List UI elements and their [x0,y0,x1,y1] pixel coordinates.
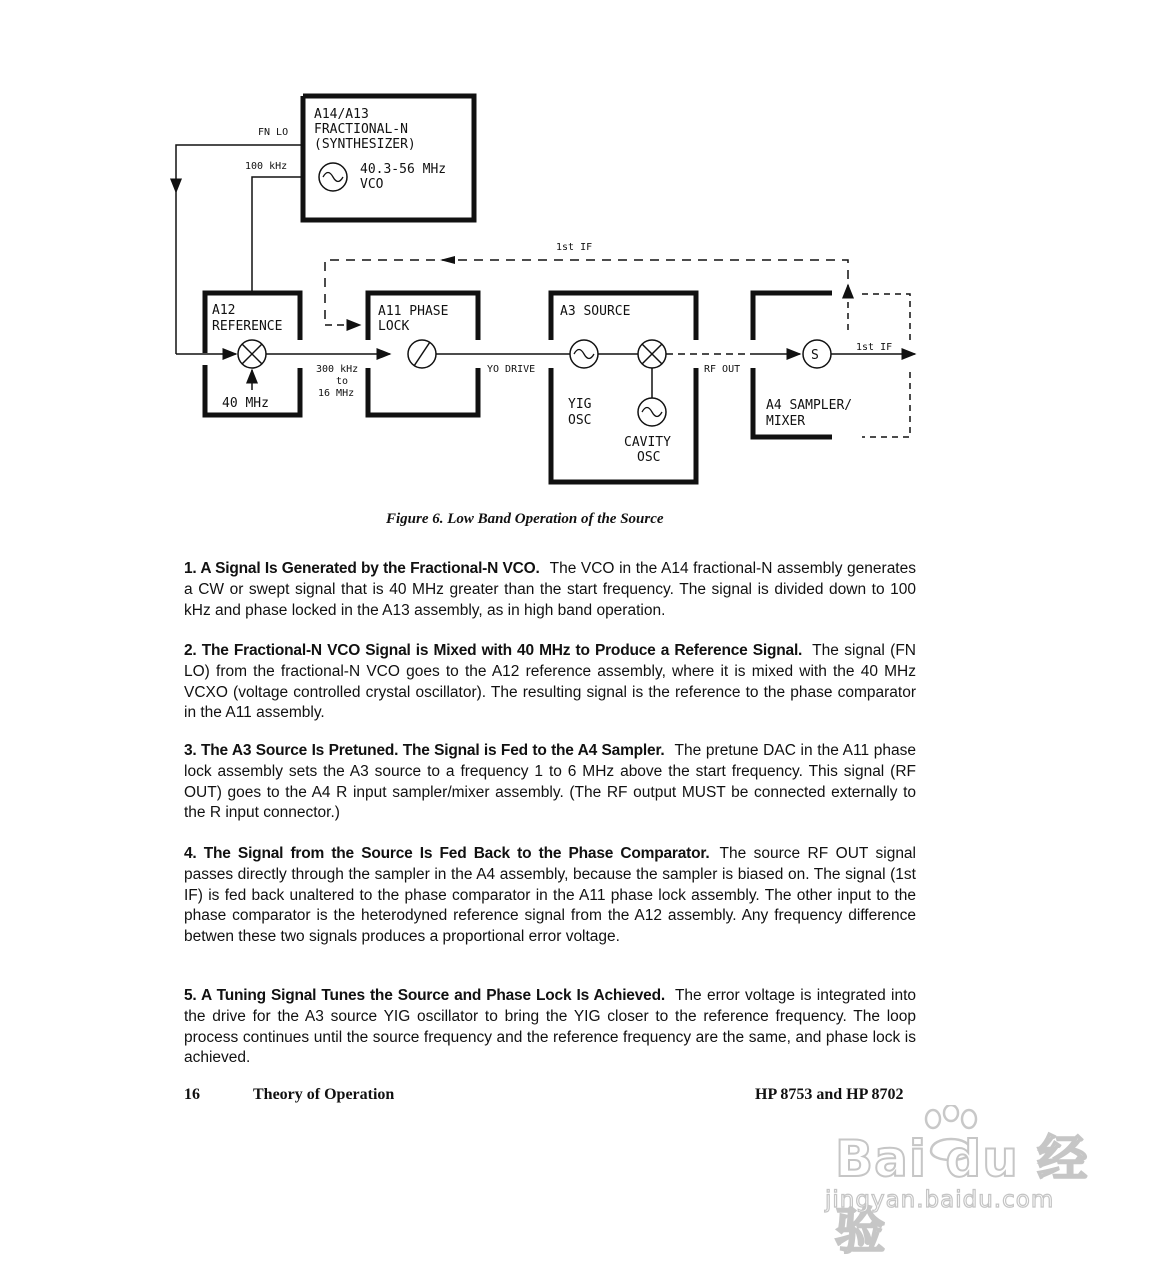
a14-vco: VCO [360,177,384,192]
paragraph-1-heading: 1. A Signal Is Generated by the Fractional-N VCO. [184,560,540,577]
100khz-label: 100 kHz [245,161,288,172]
paragraph-2-body: The signal (FN LO) from the fractional-N VCO goes to the A12 reference assembly, where it is mixed with the 40 MHz VCXO (voltage controlled crystal oscillator). The resulting signal is the reference to the phase comparator in the A11 assembly. [184,642,916,722]
a14-fractional-n-block [303,96,474,220]
paragraph-1 [184,559,916,621]
a14-line3: (SYNTHESIZER) [314,137,416,152]
paragraph-4-body: The source RF OUT signal passes directly through the sampler in the A4 assembly, because the sampler is biased on. The signal (1st IF) is fed back unaltered to the phase comparator in the A11 phase lock assembly. The other input to the phase comparator is the heterodyned reference signal from the A12 assembly. Any frequency difference betwen these two signals produces a proportional error voltage. [184,845,917,946]
a14-line1: A14/A13 [314,107,369,122]
watermark-brand: Bai du 经验 [835,1130,1089,1260]
range-line1: 300 kHz [316,364,359,375]
a11-line2: LOCK [378,319,410,334]
paragraph-5-body: The error voltage is integrated into the drive for the A3 source YIG oscillator to bring the YIG closer to the reference frequency. The loop process continues until the source frequency and the reference frequency are the same, and phase lock is achieved. [184,987,916,1067]
paragraph-4 [184,844,916,948]
figure-caption: Figure 6. Low Band Operation of the Source [386,511,664,527]
a4-line2: MIXER [766,414,806,429]
paragraph-3 [184,741,916,824]
a14-freq: 40.3-56 MHz [360,162,447,177]
first-if-top-label: 1st IF [556,242,593,253]
a3-line1: A3 SOURCE [560,304,631,319]
sampler-symbol: S [811,348,819,363]
yo-drive-label: YO DRIVE [487,364,536,375]
footer-product: HP 8753 and HP 8702 [755,1086,904,1103]
yig-line2: OSC [568,413,592,428]
paragraph-3-heading: 3. The A3 Source Is Pretuned. The Signal is Fed to the A4 Sampler. [184,742,665,759]
a12-freq: 40 MHz [222,396,269,411]
paragraph-5-heading: 5. A Tuning Signal Tunes the Source and Phase Lock Is Achieved. [184,987,665,1004]
a11-line1: A11 PHASE [378,304,449,319]
baidu-watermark [825,1105,1095,1260]
paragraph-1-body: The VCO in the A14 fractional-N assembly generates a CW or swept signal that is 40 MHz greater than the start frequency. The signal is divided down to 100 kHz and phase locked in the A13 assembly, as in high band operation. [184,560,916,619]
footer-page-number: 16 [184,1086,200,1103]
first-if-right-label: 1st IF [856,342,893,353]
block-diagram [0,0,1165,500]
paragraph-2-heading: 2. The Fractional-N VCO Signal is Mixed with 40 MHz to Produce a Reference Signal. [184,642,803,659]
a4-line1: A4 SAMPLER/ [766,398,853,413]
a3-source-block [551,293,696,482]
cavity-line1: CAVITY [624,435,671,450]
paragraph-5 [184,986,916,1069]
a4-sampler-block [753,293,852,437]
rf-out-label: RF OUT [704,364,741,375]
a14-line2: FRACTIONAL-N [314,122,408,137]
a12-line1: A12 [212,303,236,318]
range-line3: 16 MHz [318,388,355,399]
paragraph-2 [184,641,916,724]
range-line2: to [336,376,349,387]
cavity-line2: OSC [637,450,661,465]
watermark-url: jingyan.baidu.com [825,1187,1055,1213]
yig-line1: YIG [568,397,592,412]
paragraph-4-heading: 4. The Signal from the Source Is Fed Back to the Phase Comparator. [184,845,710,862]
footer-section: Theory of Operation [253,1086,395,1103]
fn-lo-label: FN LO [258,127,289,138]
a12-line2: REFERENCE [212,319,283,334]
paragraph-3-body: The pretune DAC in the A11 phase lock assembly sets the A3 source to a frequency 1 to 6 MHz above the start frequency. This signal (RF OUT) goes to the A4 R input sampler/mixer assembly. (The RF output MUST be connected externally to the R input connector.) [184,742,916,822]
